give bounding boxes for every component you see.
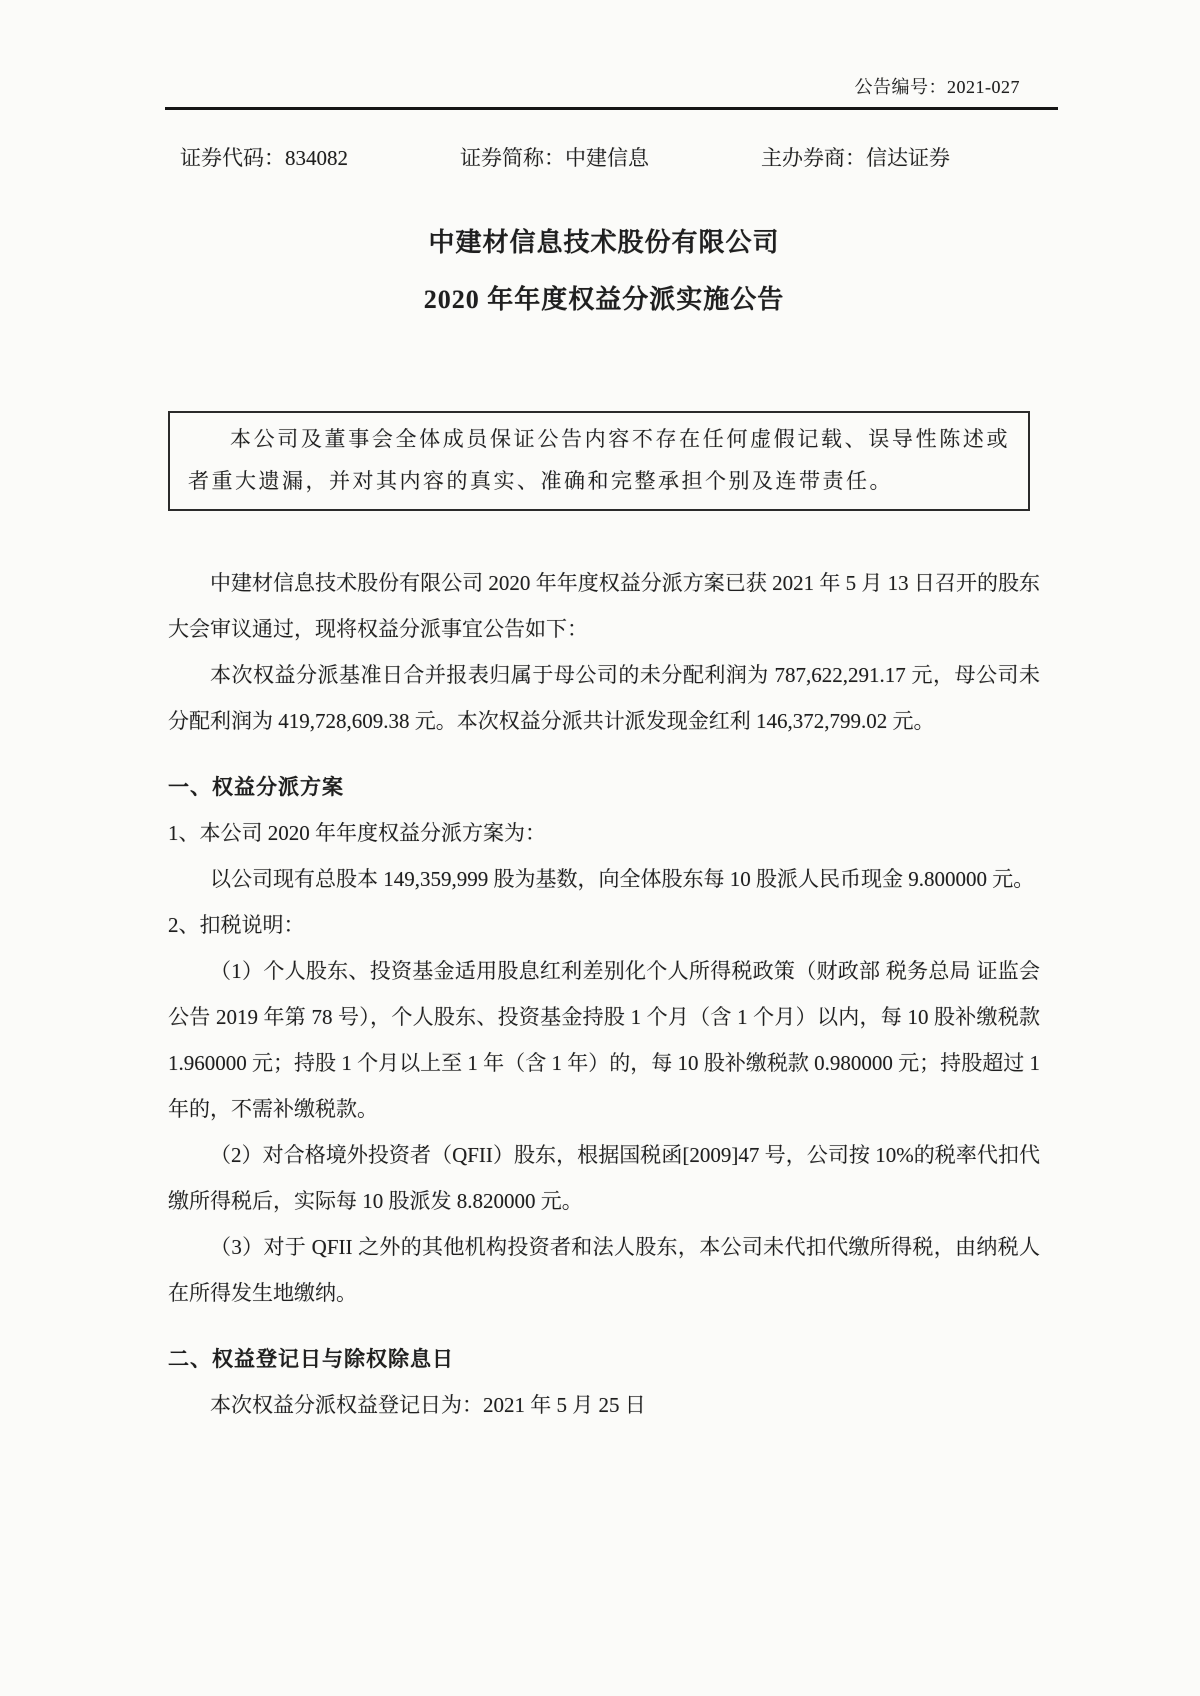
disclaimer-box: [168, 411, 1030, 511]
section-2-heading: 二、权益登记日与除权除息日: [168, 1347, 454, 1371]
announcement-number: 公告编号：2021-027: [854, 77, 1020, 97]
tax-item-2: 2、扣税说明：: [168, 913, 305, 937]
section-1-heading: 一、权益分派方案: [168, 775, 344, 799]
info-bar: [168, 146, 1040, 170]
record-date-paragraph: 本次权益分派权益登记日为：2021 年 5 月 25 日: [210, 1393, 646, 1417]
document-body: [168, 560, 1040, 1428]
header-rule: [165, 107, 1058, 110]
stock-code: 证券代码：834082: [180, 146, 348, 170]
lead-broker: 主办券商：信达证券: [761, 146, 950, 170]
plan-detail-paragraph: 以公司现有总股本 149,359,999 股为基数，向全体股东每 10 股派人民币现金 9.800000 元。: [210, 867, 1035, 891]
document-content: [168, 0, 1040, 1428]
announcement-title: 2020 年年度权益分派实施公告: [423, 285, 785, 314]
tax-note-2: （2）对合格境外投资者（QFII）股东，根据国税函[2009]47 号，公司按 10%的税率代扣代缴所得税后，实际每 10 股派发 8.820000 元。: [168, 1143, 1040, 1213]
stock-short-name: 证券简称：中建信息: [460, 146, 649, 170]
plan-item-1: 1、本公司 2020 年年度权益分派方案为：: [168, 821, 546, 845]
profit-paragraph: 本次权益分派基准日合并报表归属于母公司的未分配利润为 787,622,291.17 元，母公司未分配利润为 419,728,609.38 元。本次权益分派共计派发现金红利 146,372,799.02 元。: [168, 663, 1040, 733]
tax-note-3: （3）对于 QFII 之外的其他机构投资者和法人股东，本公司未代扣代缴所得税，由纳税人在所得发生地缴纳。: [168, 1235, 1040, 1305]
disclaimer-text: 本公司及董事会全体成员保证公告内容不存在任何虚假记载、误导性陈述或者重大遗漏，并对其内容的真实、准确和完整承担个别及连带责任。: [188, 427, 1010, 493]
intro-paragraph: 中建材信息技术股份有限公司 2020 年年度权益分派方案已获 2021 年 5 月 13 日召开的股东大会审议通过，现将权益分派事宜公告如下：: [168, 571, 1040, 641]
tax-note-1: （1）个人股东、投资基金适用股息红利差别化个人所得税政策（财政部 税务总局 证监会公告 2019 年第 78 号），个人股东、投资基金持股 1 个月（含 1 个月）以内，每 10 股补缴税款 1.960000 元；持股 1 个月以上至 1 年（含 1 年）的，每 10 股补缴税款 0.980000 元；持股超过 1 年的，不需补缴税款。: [168, 959, 1040, 1121]
company-title: 中建材信息技术股份有限公司: [428, 228, 780, 257]
